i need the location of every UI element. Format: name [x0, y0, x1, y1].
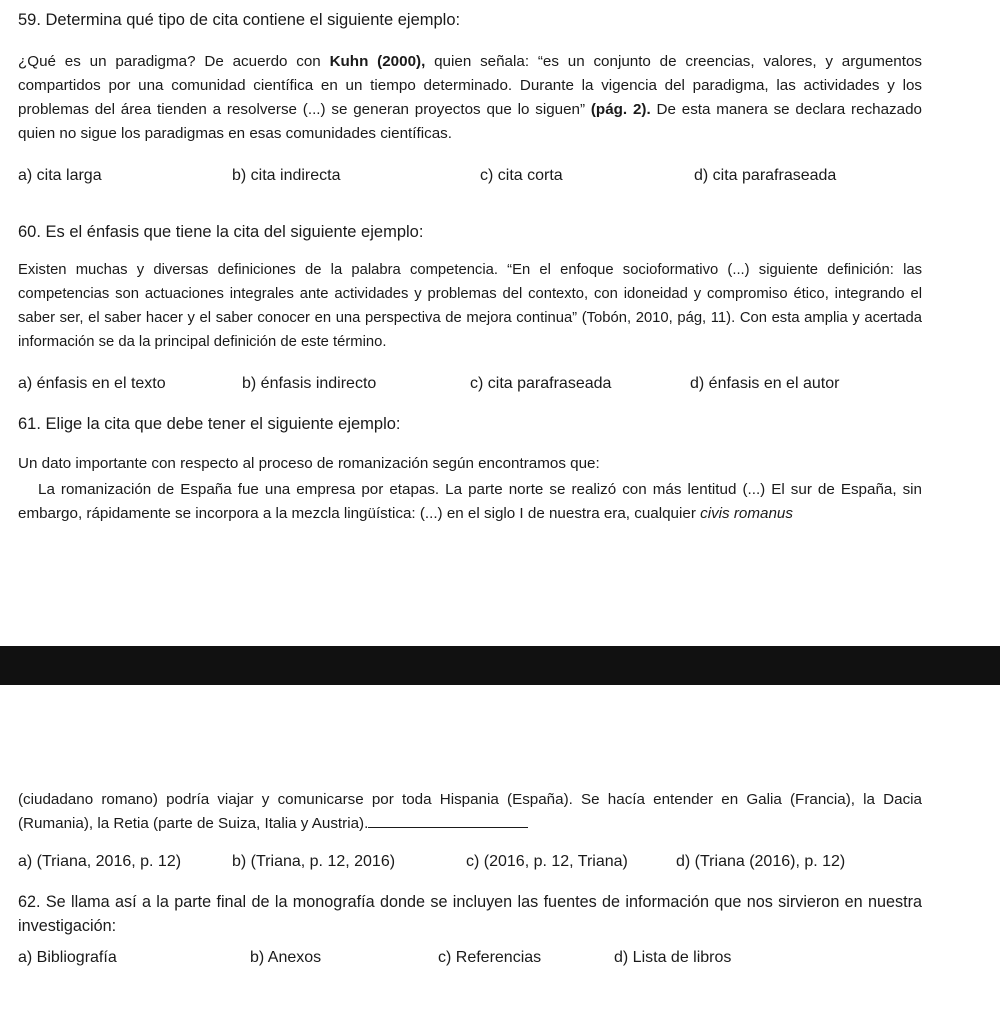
- black-bar: [0, 646, 1000, 685]
- question-61-quote-continued: [18, 788, 922, 836]
- question-60-text: [18, 258, 922, 354]
- q61-option-a[interactable]: a) (Triana, 2016, p. 12): [18, 853, 182, 870]
- q61-option-c[interactable]: c) (2016, p. 12, Triana): [466, 853, 628, 870]
- q60-option-d[interactable]: d) énfasis en el autor: [690, 375, 840, 392]
- question-60: [18, 220, 922, 244]
- question-59: [18, 8, 922, 32]
- q60-option-a[interactable]: a) énfasis en el texto: [18, 375, 166, 392]
- answer-blank[interactable]: [368, 813, 528, 828]
- q59-option-a[interactable]: a) cita larga: [18, 167, 102, 184]
- q61-intro: Un dato importante con respecto al proceso de romanización según encontramos que:: [18, 455, 600, 472]
- q59-author: Kuhn (2000),: [329, 53, 426, 70]
- question-61: [18, 412, 922, 436]
- q60-text: Existen muchas y diversas definiciones de la palabra competencia. “En el enfoque socioformativo (...) siguiente definición: las competencias son actuaciones integrales ante actividades y problemas del contexto, con idoneidad y compromiso ético, integrando el saber ser, el saber hacer y el saber conocer en una perspectiva de mejora continua” (Tobón, 2010, pág, 11). Con esta amplia y acertada información se da la principal definición de este término.: [18, 262, 922, 350]
- q61-option-d[interactable]: d) (Triana (2016), p. 12): [676, 853, 846, 870]
- q61-option-b[interactable]: b) (Triana, p. 12, 2016): [232, 853, 396, 870]
- q59-text-part1: ¿Qué es un paradigma? De acuerdo con: [18, 53, 330, 70]
- question-59-text: [18, 50, 922, 146]
- question-62-title: 62. Se llama así a la parte final de la monografía donde se incluyen las fuentes de información que nos sirvieron en nuestra investigación:: [18, 893, 922, 935]
- q61-quote-part1: La romanización de España fue una empresa por etapas. La parte norte se realizó con más lentitud (...) El sur de España, sin embargo, rápidamente se incorpora a la mezcla lingüística: (...) en el siglo I de nuestra era, cualquier: [18, 481, 922, 522]
- q62-option-a[interactable]: a) Bibliografía: [18, 949, 117, 966]
- q59-option-b[interactable]: b) cita indirecta: [232, 167, 341, 184]
- question-61-options: [18, 850, 978, 874]
- question-60-options: [18, 372, 978, 396]
- question-61-quote: [18, 478, 922, 526]
- q62-option-d[interactable]: d) Lista de libros: [614, 949, 732, 966]
- q60-option-c[interactable]: c) cita parafraseada: [470, 375, 612, 392]
- q59-option-d[interactable]: d) cita parafraseada: [694, 167, 837, 184]
- q59-option-c[interactable]: c) cita corta: [480, 167, 563, 184]
- q59-text-part2: quien señala: “es un conjunto de creencias, valores, y argumentos compartidos por una comunidad científica en un tiempo determinado. Durante la vigencia del paradigma, las actividades y los problemas del área tienden a resolverse (...) se generan proyectos que lo siguen”: [18, 53, 923, 118]
- question-59-title: 59. Determina qué tipo de cita contiene el siguiente ejemplo:: [18, 11, 461, 29]
- q59-text-part3: De esta manera se declara rechazado quien no sigue los paradigmas en esas comunidades científicas.: [18, 101, 922, 142]
- question-59-options: [18, 164, 978, 188]
- question-61-title: 61. Elige la cita que debe tener el siguiente ejemplo:: [18, 415, 401, 433]
- q60-option-b[interactable]: b) énfasis indirecto: [242, 375, 377, 392]
- q62-option-c[interactable]: c) Referencias: [438, 949, 542, 966]
- q61-quote-part2: (ciudadano romano) podría viajar y comunicarse por toda Hispania (España). Se hacía entender en Galia (Francia), la Dacia (Rumania), la Retia (parte de Suiza, Italia y Austria).: [18, 791, 922, 832]
- q61-quote-italic: civis romanus: [700, 505, 793, 522]
- q59-page: (pág. 2).: [590, 101, 651, 118]
- question-62-options: [18, 946, 978, 970]
- question-60-title: 60. Es el énfasis que tiene la cita del siguiente ejemplo:: [18, 223, 424, 241]
- question-62: [18, 890, 922, 938]
- question-61-intro: [18, 452, 922, 476]
- q62-option-b[interactable]: b) Anexos: [250, 949, 322, 966]
